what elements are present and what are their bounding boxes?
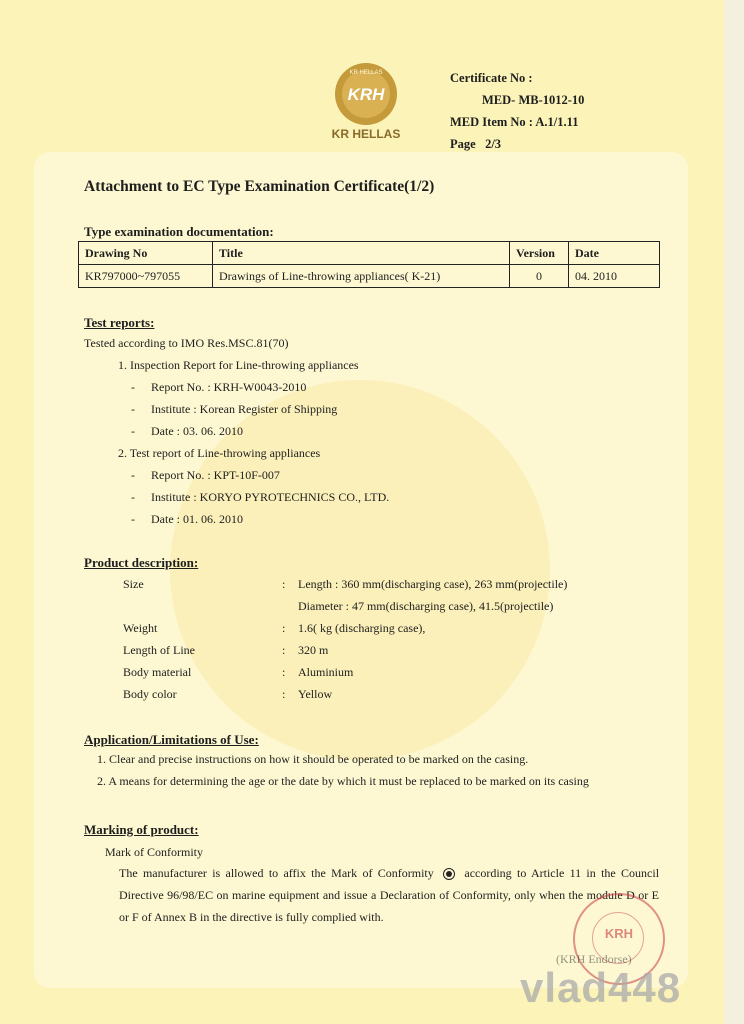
marking-subheading: Mark of Conformity — [105, 845, 203, 859]
colon: : — [282, 643, 286, 657]
stamp-text: KRH — [604, 926, 634, 941]
column-header: Drawing No — [79, 242, 213, 265]
table-cell: KR797000~797055 — [79, 265, 213, 288]
table-cell: 04. 2010 — [569, 265, 660, 288]
marking-text-b: according to Article 11 in the Council Directive 96/98/EC on marine equipment and issue a Declaration of Conformity, only when the module D or E or F of Annex B in the directive is fully complied with. — [119, 866, 660, 924]
bullet-dash: - — [131, 402, 135, 416]
logo-caption: KR HELLAS — [331, 127, 401, 141]
bullet-dash: - — [131, 380, 135, 394]
table-header-row — [79, 242, 660, 265]
product-value: 320 m — [298, 643, 329, 657]
documentation-heading: Type examination documentation: — [84, 224, 274, 239]
application-heading: Application/Limitations of Use: — [84, 732, 259, 747]
colon: : — [282, 577, 286, 591]
column-header: Date — [569, 242, 660, 265]
certificate-number: MED- MB-1012-10 — [482, 93, 585, 107]
application-item: 1. Clear and precise instructions on how it should be operated to be marked on the casing. — [97, 752, 529, 766]
colon: : — [282, 665, 286, 679]
svg-text:KR HELLAS: KR HELLAS — [349, 70, 383, 76]
bullet-dash: - — [131, 424, 135, 438]
table-row — [79, 265, 660, 288]
table-cell: Drawings of Line-throwing appliances( K-21) — [213, 265, 510, 288]
report-title: 2. Test report of Line-throwing appliances — [118, 446, 321, 460]
report-line: Institute : KORYO PYROTECHNICS CO., LTD. — [151, 490, 390, 504]
documentation-table — [78, 241, 660, 288]
column-header: Title — [213, 242, 510, 265]
product-description-heading: Product description: — [84, 555, 199, 570]
bullet-dash: - — [131, 468, 135, 482]
test-reports-intro: Tested according to IMO Res.MSC.81(70) — [84, 336, 289, 350]
test-reports-heading: Test reports: — [84, 315, 155, 330]
med-item-number: MED Item No : A.1/1.11 — [450, 115, 579, 129]
svg-text:KRH: KRH — [347, 85, 385, 104]
endorse-label: (KRH Endorse) — [556, 952, 632, 966]
product-value: 1.6( kg (discharging case), — [298, 621, 426, 635]
column-header: Version — [510, 242, 569, 265]
report-line: Date : 03. 06. 2010 — [151, 424, 243, 438]
product-label: Body color — [123, 687, 177, 701]
page-indicator: Page 2/3 — [450, 137, 502, 151]
report-title: 1. Inspection Report for Line-throwing appliances — [118, 358, 359, 372]
product-value: Yellow — [298, 687, 333, 701]
report-line: Report No. : KPT-10F-007 — [151, 468, 280, 482]
report-line: Date : 01. 06. 2010 — [151, 512, 243, 526]
bullet-dash: - — [131, 512, 135, 526]
marking-heading: Marking of product: — [84, 822, 199, 837]
product-label: Body material — [123, 665, 192, 679]
product-label: Length of Line — [123, 643, 195, 657]
document-title: Attachment to EC Type Examination Certificate(1/2) — [84, 178, 435, 195]
bullet-dash: - — [131, 490, 135, 504]
product-value: Diameter : 47 mm(discharging case), 41.5(projectile) — [298, 599, 554, 613]
colon: : — [282, 687, 286, 701]
report-line: Report No. : KRH-W0043-2010 — [151, 380, 307, 394]
page-edge — [724, 0, 744, 1024]
product-label: Size — [123, 577, 144, 591]
certificate-label: Certificate No : — [450, 71, 533, 85]
product-value: Aluminium — [298, 665, 354, 679]
watermark-text: vlad448 — [520, 964, 682, 1011]
wheelmark-icon — [443, 868, 455, 880]
table-cell: 0 — [510, 265, 569, 288]
report-line: Institute : Korean Register of Shipping — [151, 402, 338, 416]
application-item: 2. A means for determining the age or the date by which it must be replaced to be marked on its casing — [97, 774, 589, 788]
marking-text-a: The manufacturer is allowed to affix the Mark of Conformity — [119, 866, 434, 880]
product-label: Weight — [123, 621, 158, 635]
colon: : — [282, 621, 286, 635]
product-value: Length : 360 mm(discharging case), 263 mm(projectile) — [298, 577, 568, 591]
